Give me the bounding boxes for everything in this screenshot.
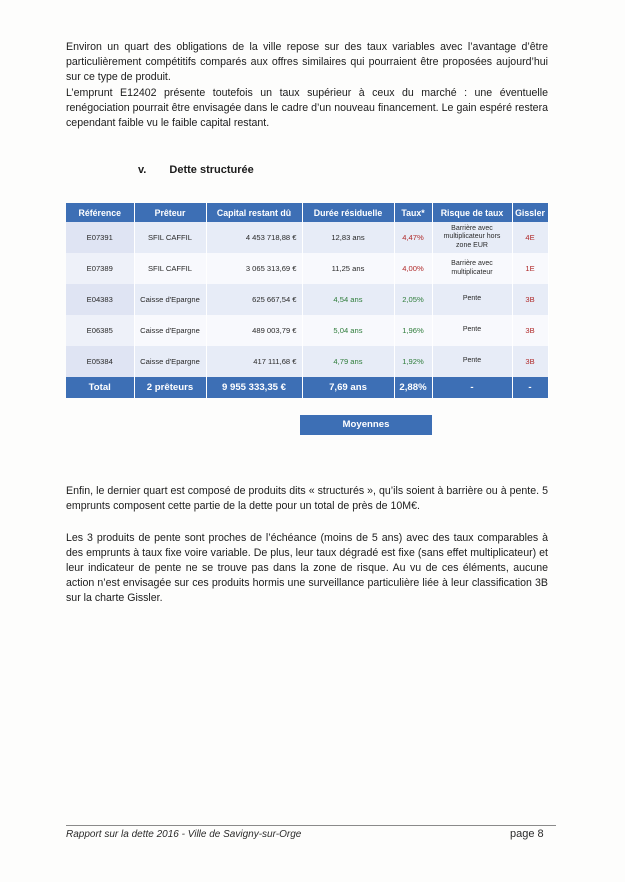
- total-gissler: -: [512, 377, 548, 398]
- cell-rate: 1,92%: [394, 346, 432, 377]
- header-rate: Taux*: [394, 203, 432, 222]
- cell-reference: E07391: [66, 222, 134, 253]
- page-number: page 8: [510, 828, 544, 840]
- footer-divider: [66, 825, 556, 826]
- cell-rate: 4,00%: [394, 253, 432, 284]
- header-reference: Référence: [66, 203, 134, 222]
- cell-reference: E04383: [66, 284, 134, 315]
- cell-reference: E06385: [66, 315, 134, 346]
- cell-risk: Pente: [432, 346, 512, 377]
- section-title: Dette structurée: [169, 164, 254, 176]
- header-capital: Capital restant dû: [206, 203, 302, 222]
- cell-gissler: 3B: [512, 284, 548, 315]
- total-lenders: 2 prêteurs: [134, 377, 206, 398]
- footer-title: Rapport sur la dette 2016 - Ville de Savigny-sur-Orge: [66, 829, 302, 840]
- cell-risk: Pente: [432, 315, 512, 346]
- table-row: [66, 315, 548, 346]
- header-duration: Durée résiduelle: [302, 203, 394, 222]
- cell-reference: E05384: [66, 346, 134, 377]
- cell-lender: SFIL CAFFIL: [134, 222, 206, 253]
- cell-duration: 4,54 ans: [302, 284, 394, 315]
- cell-lender: Caisse d'Epargne: [134, 284, 206, 315]
- cell-rate: 4,47%: [394, 222, 432, 253]
- averages-label: Moyennes: [300, 415, 432, 435]
- table-row: [66, 346, 548, 377]
- table-total-row: [66, 377, 548, 398]
- cell-gissler: 4E: [512, 222, 548, 253]
- cell-capital: 417 111,68 €: [206, 346, 302, 377]
- paragraph-e12402: L’emprunt E12402 présente toutefois un taux supérieur à ceux du marché : une éventuelle renégociation pourrait être envisagée dans le cadre d’un nouveau financement. Le gain espéré restera cependant faible vu le faible capital restant.: [66, 87, 548, 129]
- cell-gissler: 3B: [512, 346, 548, 377]
- structured-debt-table: [66, 203, 549, 398]
- section-heading: [138, 164, 254, 176]
- cell-duration: 12,83 ans: [302, 222, 394, 253]
- cell-lender: Caisse d'Epargne: [134, 346, 206, 377]
- paragraph-variable-rates: Environ un quart des obligations de la ville repose sur des taux variables avec l’avantage d’être particulièrement compétitifs comparés aux offres similaires qui pourraient être proposées aujourd’hui sur ce type de produit.: [66, 41, 548, 83]
- cell-lender: Caisse d'Epargne: [134, 315, 206, 346]
- paragraph-structured-intro: Enfin, le dernier quart est composé de produits dits « structurés », qu’ils soient à barrière ou à pente. 5 emprunts composent cette partie de la dette pour un total de près de 10M€.: [66, 485, 548, 512]
- cell-duration: 5,04 ans: [302, 315, 394, 346]
- total-risk: -: [432, 377, 512, 398]
- section-number: v.: [138, 164, 147, 176]
- cell-risk: Pente: [432, 284, 512, 315]
- total-duration: 7,69 ans: [302, 377, 394, 398]
- cell-gissler: 1E: [512, 253, 548, 284]
- cell-gissler: 3B: [512, 315, 548, 346]
- paragraph-slope-products: Les 3 produits de pente sont proches de l’échéance (moins de 5 ans) avec des taux comparables à des emprunts à taux fixe voire variable. De plus, leur taux dégradé est fixe (sans effet multiplicateur) et leur indicateur de pente ne se trouve pas dans la zone de risque. Au vu de ces éléments, aucune action n’est envisagée sur ces produits hormis une surveillance particulière liée à leur classification 3B sur la charte Gissler.: [66, 532, 548, 604]
- cell-capital: 489 003,79 €: [206, 315, 302, 346]
- cell-capital: 3 065 313,69 €: [206, 253, 302, 284]
- cell-reference: E07389: [66, 253, 134, 284]
- header-risk: Risque de taux: [432, 203, 512, 222]
- header-gissler: Gissler: [512, 203, 548, 222]
- cell-rate: 1,96%: [394, 315, 432, 346]
- header-lender: Prêteur: [134, 203, 206, 222]
- cell-duration: 11,25 ans: [302, 253, 394, 284]
- cell-capital: 625 667,54 €: [206, 284, 302, 315]
- cell-risk: Barrière avec multiplicateur: [432, 253, 512, 284]
- total-label: Total: [66, 377, 134, 398]
- cell-rate: 2,05%: [394, 284, 432, 315]
- cell-risk: Barrière avec multiplicateur hors zone EUR: [432, 222, 512, 253]
- table-row: [66, 284, 548, 315]
- cell-capital: 4 453 718,88 €: [206, 222, 302, 253]
- table-header-row: [66, 203, 548, 222]
- cell-duration: 4,79 ans: [302, 346, 394, 377]
- cell-lender: SFIL CAFFIL: [134, 253, 206, 284]
- total-rate: 2,88%: [394, 377, 432, 398]
- table-row: [66, 222, 548, 253]
- total-capital: 9 955 333,35 €: [206, 377, 302, 398]
- table-row: [66, 253, 548, 284]
